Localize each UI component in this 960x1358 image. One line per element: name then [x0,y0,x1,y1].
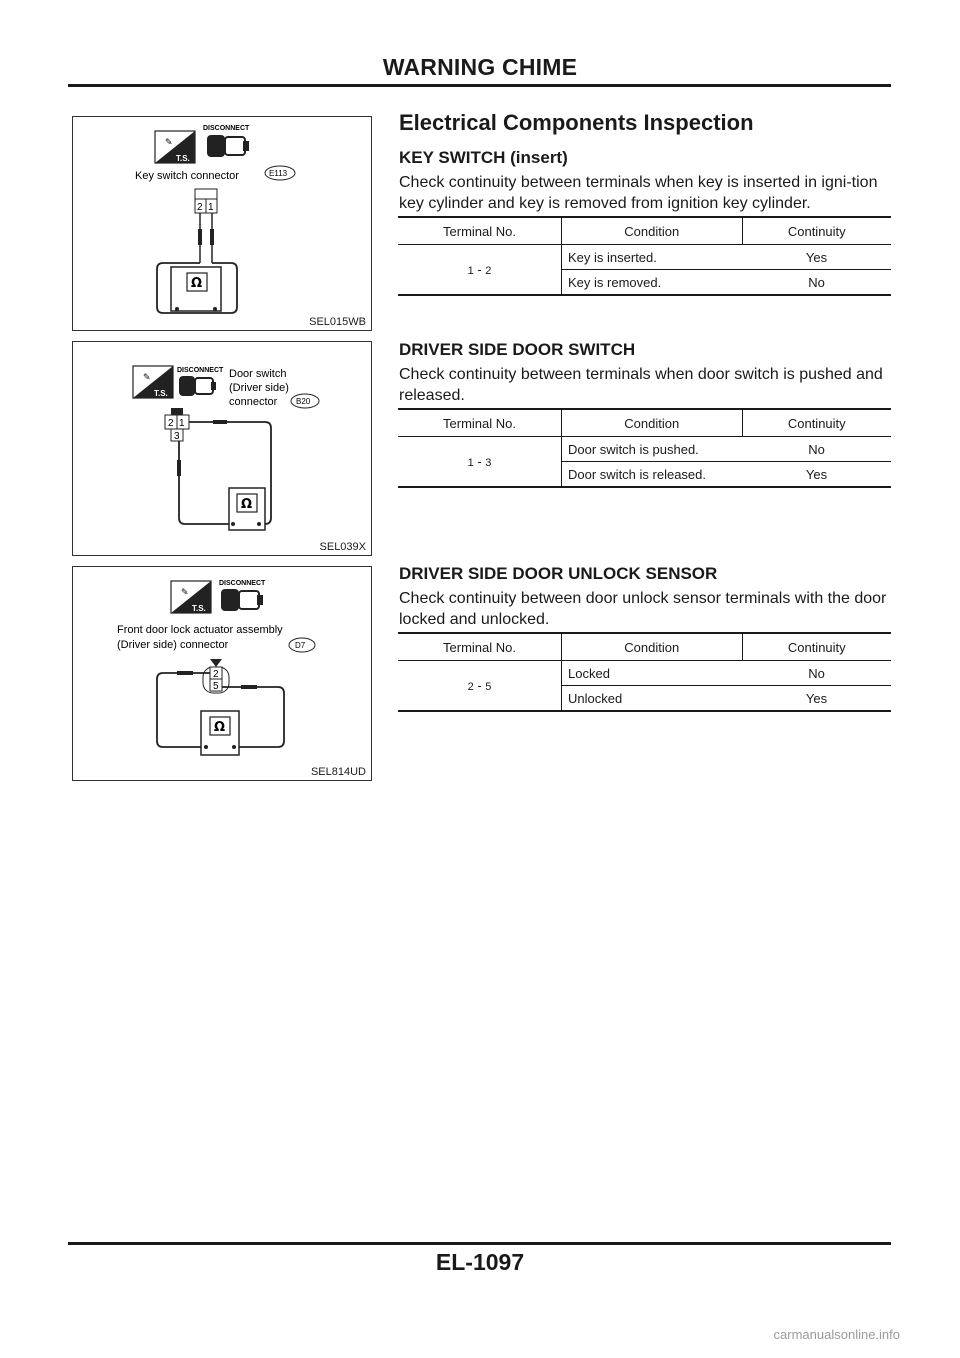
condition-cell: Door switch is released. [568,466,706,482]
figure-code: SEL039X [319,541,366,553]
figure-key-switch [72,116,372,331]
svg-text:connector: connector [229,396,278,408]
page-number: EL-1097 [435,1249,525,1275]
section-description: Check continuity between terminals when door switch is pushed and released. [399,366,883,404]
figure-door-switch [72,341,372,556]
svg-text:DISCONNECT: DISCONNECT [219,580,266,587]
svg-text:✎: ✎ [165,138,173,148]
continuity-table [398,408,891,488]
ohmmeter-icon: Ω [241,497,253,512]
svg-text:✎: ✎ [143,373,151,383]
continuity-cell: Yes [805,466,828,482]
svg-text:2: 2 [213,669,219,680]
continuity-table [398,216,891,296]
terminal-sep: - [477,262,482,277]
ts-disconnect-icon [171,580,266,613]
col-header: Continuity [742,217,891,245]
condition-cell: Unlocked [568,690,623,706]
terminal-b: 5 [485,681,492,693]
svg-text:T.S.: T.S. [192,604,206,613]
condition-cell: Locked [562,661,743,686]
svg-text:(Driver side): (Driver side) [229,382,289,394]
continuity-cell: No [742,661,891,686]
col-header: Continuity [742,633,891,661]
col-header: Condition [562,217,743,245]
svg-text:2: 2 [197,202,203,213]
main-title: Electrical Components Inspection [399,110,754,135]
page-header-title: WARNING CHIME [382,54,578,80]
svg-text:B20: B20 [296,397,311,406]
terminal-b: 2 [485,265,492,277]
condition-cell: Door switch is pushed. [562,437,743,462]
terminal-cell [398,245,562,296]
continuity-table [398,632,891,712]
col-header: Condition [562,633,743,661]
svg-text:2: 2 [168,418,174,429]
continuity-cell: No [742,437,891,462]
ts-disconnect-icon [133,366,224,398]
terminal-a: 1 [467,457,474,469]
terminal-sep: - [477,678,482,693]
ts-disconnect-icon [155,125,250,163]
svg-text:T.S.: T.S. [154,389,168,398]
svg-text:D7: D7 [295,641,306,650]
door-unlock-sensor-diagram [73,567,371,780]
col-header: Condition [562,409,743,437]
header-rule [68,84,891,87]
svg-text:Door switch: Door switch [229,368,287,380]
svg-text:✎: ✎ [181,588,189,598]
ohmmeter-icon: Ω [191,276,203,291]
terminal-a: 1 [467,265,474,277]
watermark[interactable]: carmanualsonline.info [773,1327,900,1342]
svg-text:T.S.: T.S. [176,154,190,163]
condition-cell: Key is inserted. [562,245,743,270]
terminal-sep: - [477,454,482,469]
svg-text:1: 1 [208,202,214,213]
section-description: Check continuity between door unlock sensor terminals with the door locked and unlocked. [399,590,887,628]
continuity-cell: No [808,274,825,290]
figure-code: SEL814UD [310,766,366,778]
door-switch-diagram [73,342,371,555]
figure-code: SEL015WB [309,316,366,328]
svg-text:1: 1 [179,418,185,429]
svg-text:DISCONNECT: DISCONNECT [203,125,250,132]
svg-text:(Driver side) connector: (Driver side) connector [117,639,229,651]
terminal-cell [398,437,562,488]
terminal-b: 3 [485,457,492,469]
terminal-a: 2 [467,681,474,693]
section-description: Check continuity between terminals when key is inserted in igni-tion key cylinder and key is removed from ignition key cylinder. [399,174,878,212]
svg-text:3: 3 [174,431,180,442]
svg-text:5: 5 [213,681,219,692]
figure-door-unlock-sensor [72,566,372,781]
terminal-cell [398,661,562,712]
footer-rule [68,1242,891,1245]
col-header: Terminal No. [398,409,562,437]
section-title: DRIVER SIDE DOOR SWITCH [399,340,636,359]
ohmmeter-icon: Ω [214,720,226,735]
col-header: Terminal No. [398,633,562,661]
section-title: KEY SWITCH (insert) [399,148,568,167]
svg-text:DISCONNECT: DISCONNECT [177,367,224,374]
key-switch-diagram [73,117,371,330]
condition-cell: Key is removed. [568,274,662,290]
continuity-cell: Yes [742,245,891,270]
svg-text:Key switch connector: Key switch connector [135,170,239,182]
section-title: DRIVER SIDE DOOR UNLOCK SENSOR [399,564,718,583]
col-header: Terminal No. [398,217,562,245]
col-header: Continuity [742,409,891,437]
svg-text:Front door lock actuator assem: Front door lock actuator assembly [117,624,283,636]
svg-text:E113: E113 [269,169,288,178]
continuity-cell: Yes [805,690,828,706]
